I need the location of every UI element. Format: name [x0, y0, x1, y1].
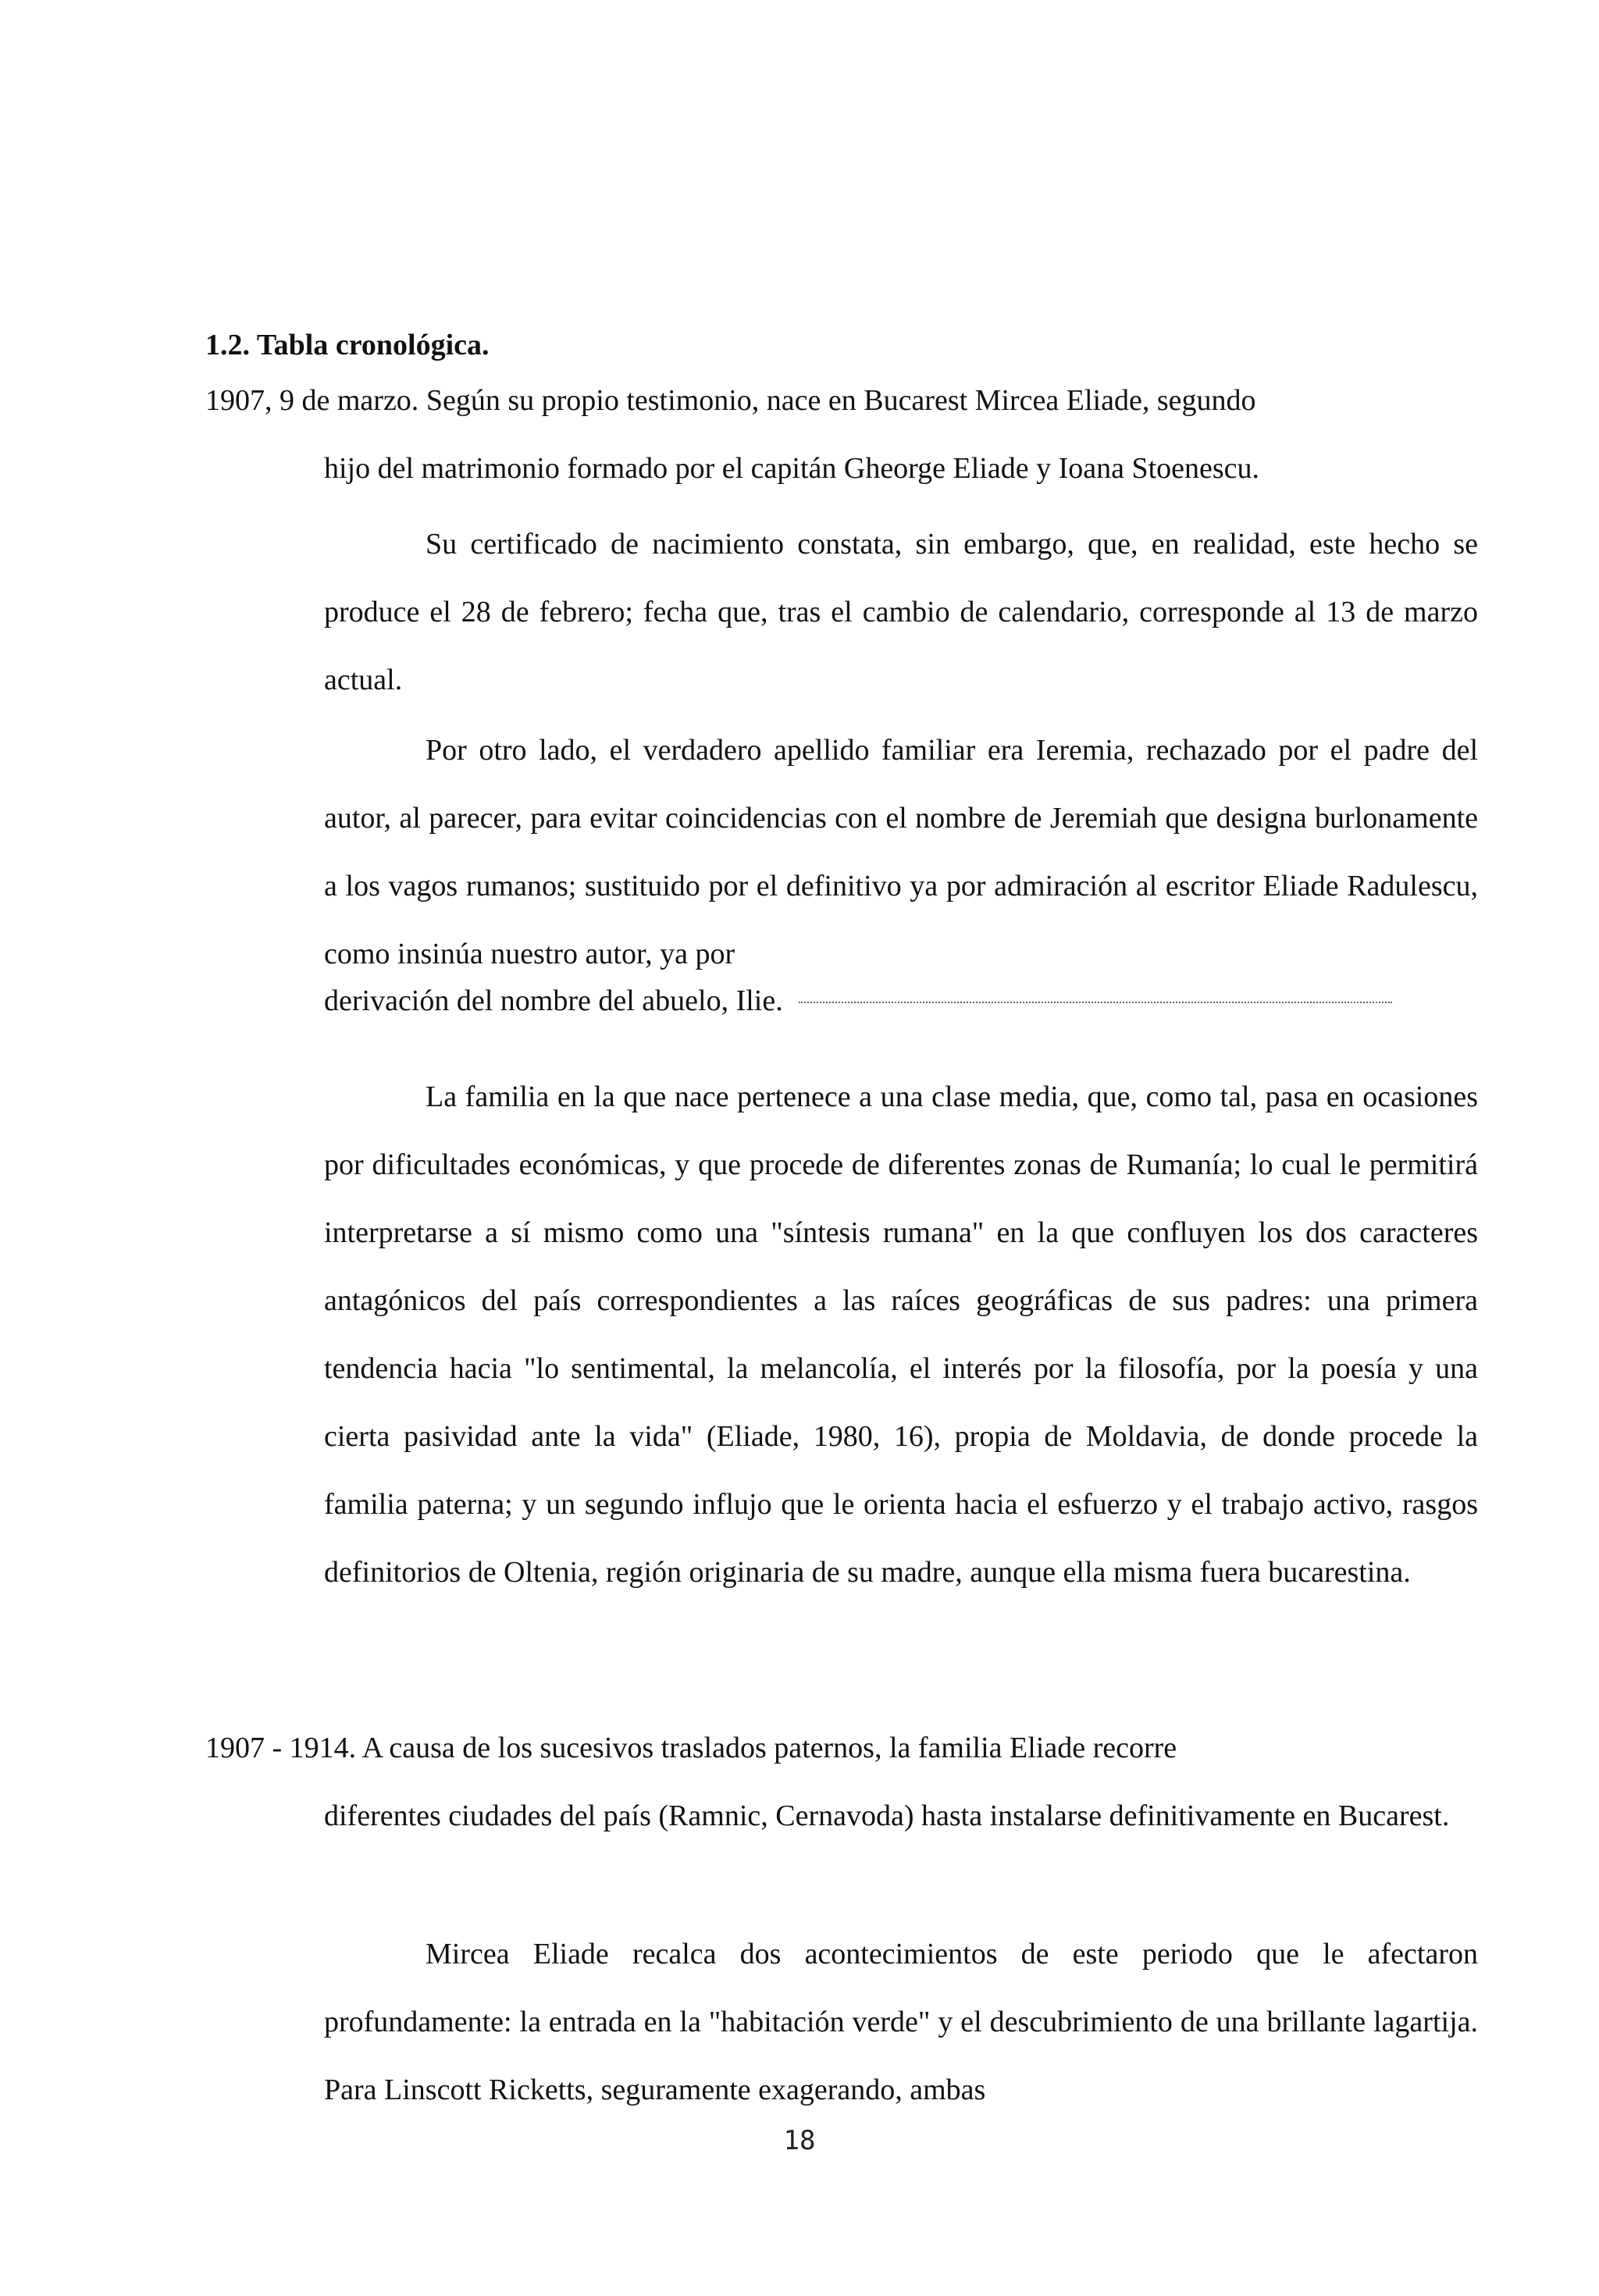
paragraph-surname-end-line [324, 984, 1478, 1031]
entry-text: A causa de los sucesivos traslados paternos, la familia Eliade recorre [361, 1732, 1177, 1764]
entry-date: 1907 - 1914. [205, 1732, 357, 1764]
chronology-entry-1907-first-line [205, 367, 1478, 435]
paragraph-family-surname: Por otro lado, el verdadero apellido familiar era Ieremia, rechazado por el padre del autor, al parecer, para evitar coincidencias con el nombre de Jeremiah que designa burlonamente a los vagos rumanos; sustituido por el definitivo ya por admiración al escritor Eliade Radulescu, como insinúa nuestro autor, ya por [324, 734, 1478, 970]
chronology-entry-1907-continuation: hijo del matrimonio formado por el capitán Gheorge Eliade y Ioana Stoenescu. [324, 452, 1260, 485]
entry-text: Según su propio testimonio, nace en Bucarest Mircea Eliade, segundo [426, 384, 1256, 417]
surname-derivation-text: derivación del nombre del abuelo, Ilie. [324, 984, 783, 1017]
chronology-entry-1907-1914-continuation: diferentes ciudades del país (Ramnic, Cernavoda) hasta instalarse definitivamente en Bucarest. [324, 1799, 1450, 1832]
paragraph-family-background: La familia en la que nace pertenece a una clase media, que, como tal, pasa en ocasiones por dificultades económicas, y que procede de diferentes zonas de Rumanía; lo cual le permitirá interpretarse a sí mismo como una "síntesis rumana" en la que confluyen los dos caracteres antagónicos del país correspondientes a las raíces geográficas de sus padres: una primera tendencia hacia "lo sentimental, la melancolía, el interés por la filosofía, por la poesía y una cierta pasividad ante la vida" (Eliade, 1980, 16), propia de Moldavia, de donde procede la familia paterna; y un segundo influjo que le orienta hacia el esfuerzo y el trabajo activo, rasgos definitorios de Oltenia, región originaria de su madre, aunque ella misma fuera bucarestina. [324, 1080, 1478, 1589]
page-number: 18 [783, 2125, 816, 2156]
paragraph-birth-certificate: Su certificado de nacimiento constata, sin embargo, que, en realidad, este hecho se produce el 28 de febrero; fecha que, tras el cambio de calendario, corresponde al 13 de marzo actual. [324, 528, 1478, 696]
paragraph-childhood-events: Mircea Eliade recalca dos acontecimientos de este periodo que le afectaron profundamente: la entrada en la "habitación verde" y el descubrimiento de una brillante lagartija. Para Linscott Ricketts, seguramente exagerando, ambas [324, 1938, 1478, 2106]
entry-date: 1907, 9 de marzo. [205, 384, 419, 417]
section-heading: 1.2. Tabla cronológica. [205, 329, 490, 361]
chronology-entry-1907-1914-first-line [205, 1714, 1478, 1782]
dotted-leader [799, 1002, 1392, 1005]
